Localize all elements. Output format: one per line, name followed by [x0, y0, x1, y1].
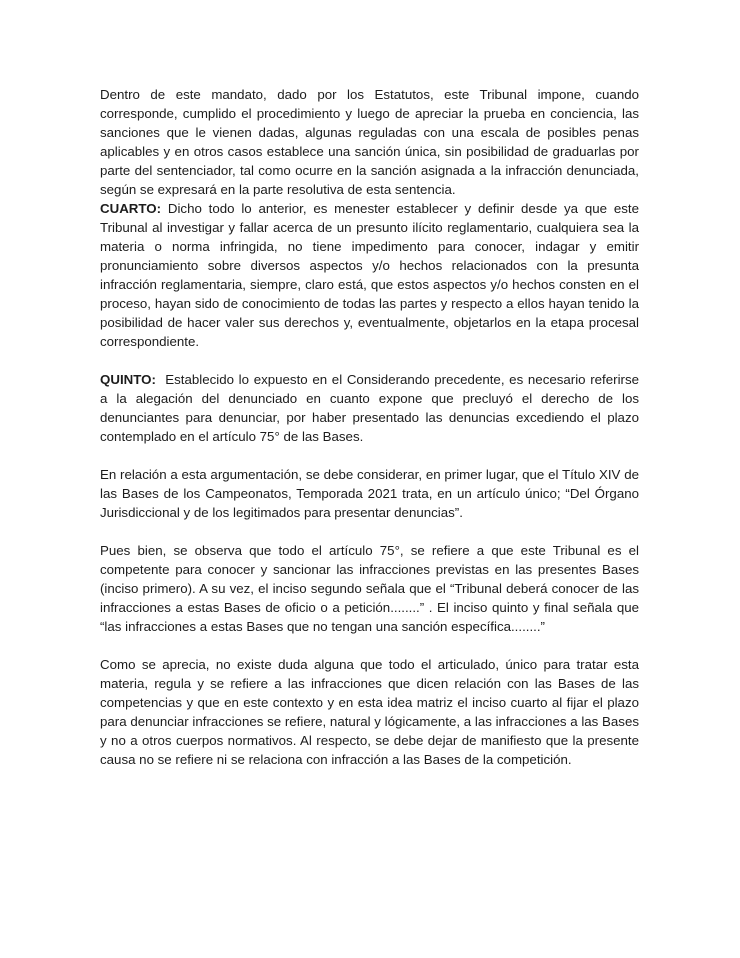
- paragraph-text: Establecido lo expuesto en el Considerando precedente, es necesario referirse a la alegación del denunciado en cuanto expone que precluyó el derecho de los denunciantes para denunciar, por haber presentado las denuncias excediendo el plazo contemplado en el artículo 75° de las Bases.: [100, 372, 639, 444]
- paragraph-lead-cuarto: CUARTO:: [100, 201, 162, 216]
- paragraph-intro: [100, 85, 639, 199]
- paragraph-cuarto: [100, 199, 639, 351]
- paragraph-lead-quinto: QUINTO:: [100, 372, 156, 387]
- paragraph-quinto: [100, 370, 639, 446]
- paragraph-text: Como se aprecia, no existe duda alguna que todo el articulado, único para tratar esta materia, regula y se refiere a las infracciones que dicen relación con las Bases de las competencias y que en este contexto y en esta idea matriz el inciso cuarto al fijar el plazo para denunciar infracciones se refiere, natural y lógicamente, a las infracciones a las Bases y no a otros cuerpos normativos. Al respecto, se debe dejar de manifiesto que la presente causa no se refiere ni se relaciona con infracción a las Bases de la competición.: [100, 657, 639, 767]
- paragraph-pues-bien: [100, 541, 639, 636]
- paragraph-como-se-aprecia: [100, 655, 639, 769]
- paragraph-text: En relación a esta argumentación, se debe considerar, en primer lugar, que el Título XIV de las Bases de los Campeonatos, Temporada 2021 trata, en un artículo único; “Del Órgano Jurisdiccional y de los legitimados para presentar denuncias”.: [100, 467, 639, 520]
- paragraph-text: Dentro de este mandato, dado por los Estatutos, este Tribunal impone, cuando corresponde, cumplido el procedimiento y luego de apreciar la prueba en conciencia, las sanciones que le vienen dadas, algunas reguladas con una escala de posibles penas aplicables y en otros casos establece una sanción única, sin posibilidad de graduarlas por parte del sentenciador, tal como ocurre en la sanción asignada a la infracción denunciada, según se expresará en la parte resolutiva de esta sentencia.: [100, 87, 639, 197]
- paragraph-text: Dicho todo lo anterior, es menester establecer y definir desde ya que este Tribunal al investigar y fallar acerca de un presunto ilícito reglamentario, cualquiera sea la materia o norma infringida, no tiene impedimento para conocer, indagar y emitir pronunciamiento sobre diversos aspectos y/o hechos relacionados con la presunta infracción reglamentaria, siempre, claro está, que estos aspectos y/o hechos consten en el proceso, hayan sido de conocimiento de todas las partes y respecto a ellos hayan tenido la posibilidad de hacer valer sus derechos y, eventualmente, objetarlos en la etapa procesal correspondiente.: [100, 201, 639, 349]
- paragraph-en-relacion: [100, 465, 639, 522]
- paragraph-text: Pues bien, se observa que todo el artículo 75°, se refiere a que este Tribunal es el competente para conocer y sancionar las infracciones previstas en las presentes Bases (inciso primero). A su vez, el inciso segundo señala que el “Tribunal deberá conocer de las infracciones a estas Bases de oficio o a petición........” . El inciso quinto y final señala que “las infracciones a estas Bases que no tengan una sanción específica........”: [100, 543, 639, 634]
